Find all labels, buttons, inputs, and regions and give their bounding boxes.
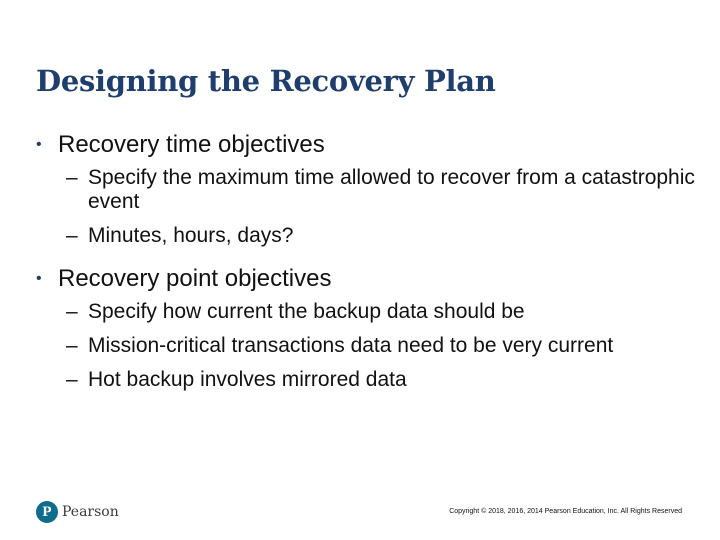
bullet-text: Recovery point objectives: [58, 265, 332, 292]
pearson-logo-text: Pearson: [62, 504, 119, 520]
pearson-logo-icon: P: [36, 501, 58, 523]
sub-bullet-dash: –: [66, 224, 78, 247]
bullet-group-recovery-time: [36, 128, 696, 248]
sub-bullet-item: [58, 300, 696, 324]
slide-content: [36, 128, 696, 402]
sub-bullet-item: [58, 368, 696, 392]
sub-bullet-item: [58, 166, 696, 214]
sub-bullet-list: [58, 300, 696, 392]
pearson-logo: [36, 501, 119, 523]
sub-bullet-text: Hot backup involves mirrored data: [88, 368, 407, 391]
sub-bullet-dash: –: [66, 334, 78, 357]
sub-bullet-dash: –: [66, 368, 78, 391]
sub-bullet-text: Specify how current the backup data should be: [88, 300, 525, 323]
copyright-notice: Copyright © 2018, 2016, 2014 Pearson Education, Inc. All Rights Reserved: [449, 508, 682, 515]
sub-bullet-dash: –: [66, 166, 78, 189]
slide-title: Designing the Recovery Plan: [36, 64, 496, 98]
bullet-text: Recovery time objectives: [58, 131, 325, 158]
bullet-marker: •: [36, 270, 42, 287]
sub-bullet-text: Specify the maximum time allowed to recover from a catastrophic event: [88, 166, 695, 213]
bullet-item: [36, 262, 696, 296]
sub-bullet-text: Minutes, hours, days?: [88, 224, 294, 247]
sub-bullet-item: [58, 224, 696, 248]
sub-bullet-text: Mission-critical transactions data need to be very current: [88, 334, 614, 357]
sub-bullet-dash: –: [66, 300, 78, 323]
sub-bullet-list: [58, 166, 696, 248]
bullet-group-recovery-point: [36, 262, 696, 392]
sub-bullet-item: [58, 334, 696, 358]
bullet-item: [36, 128, 696, 162]
bullet-marker: •: [36, 136, 42, 153]
